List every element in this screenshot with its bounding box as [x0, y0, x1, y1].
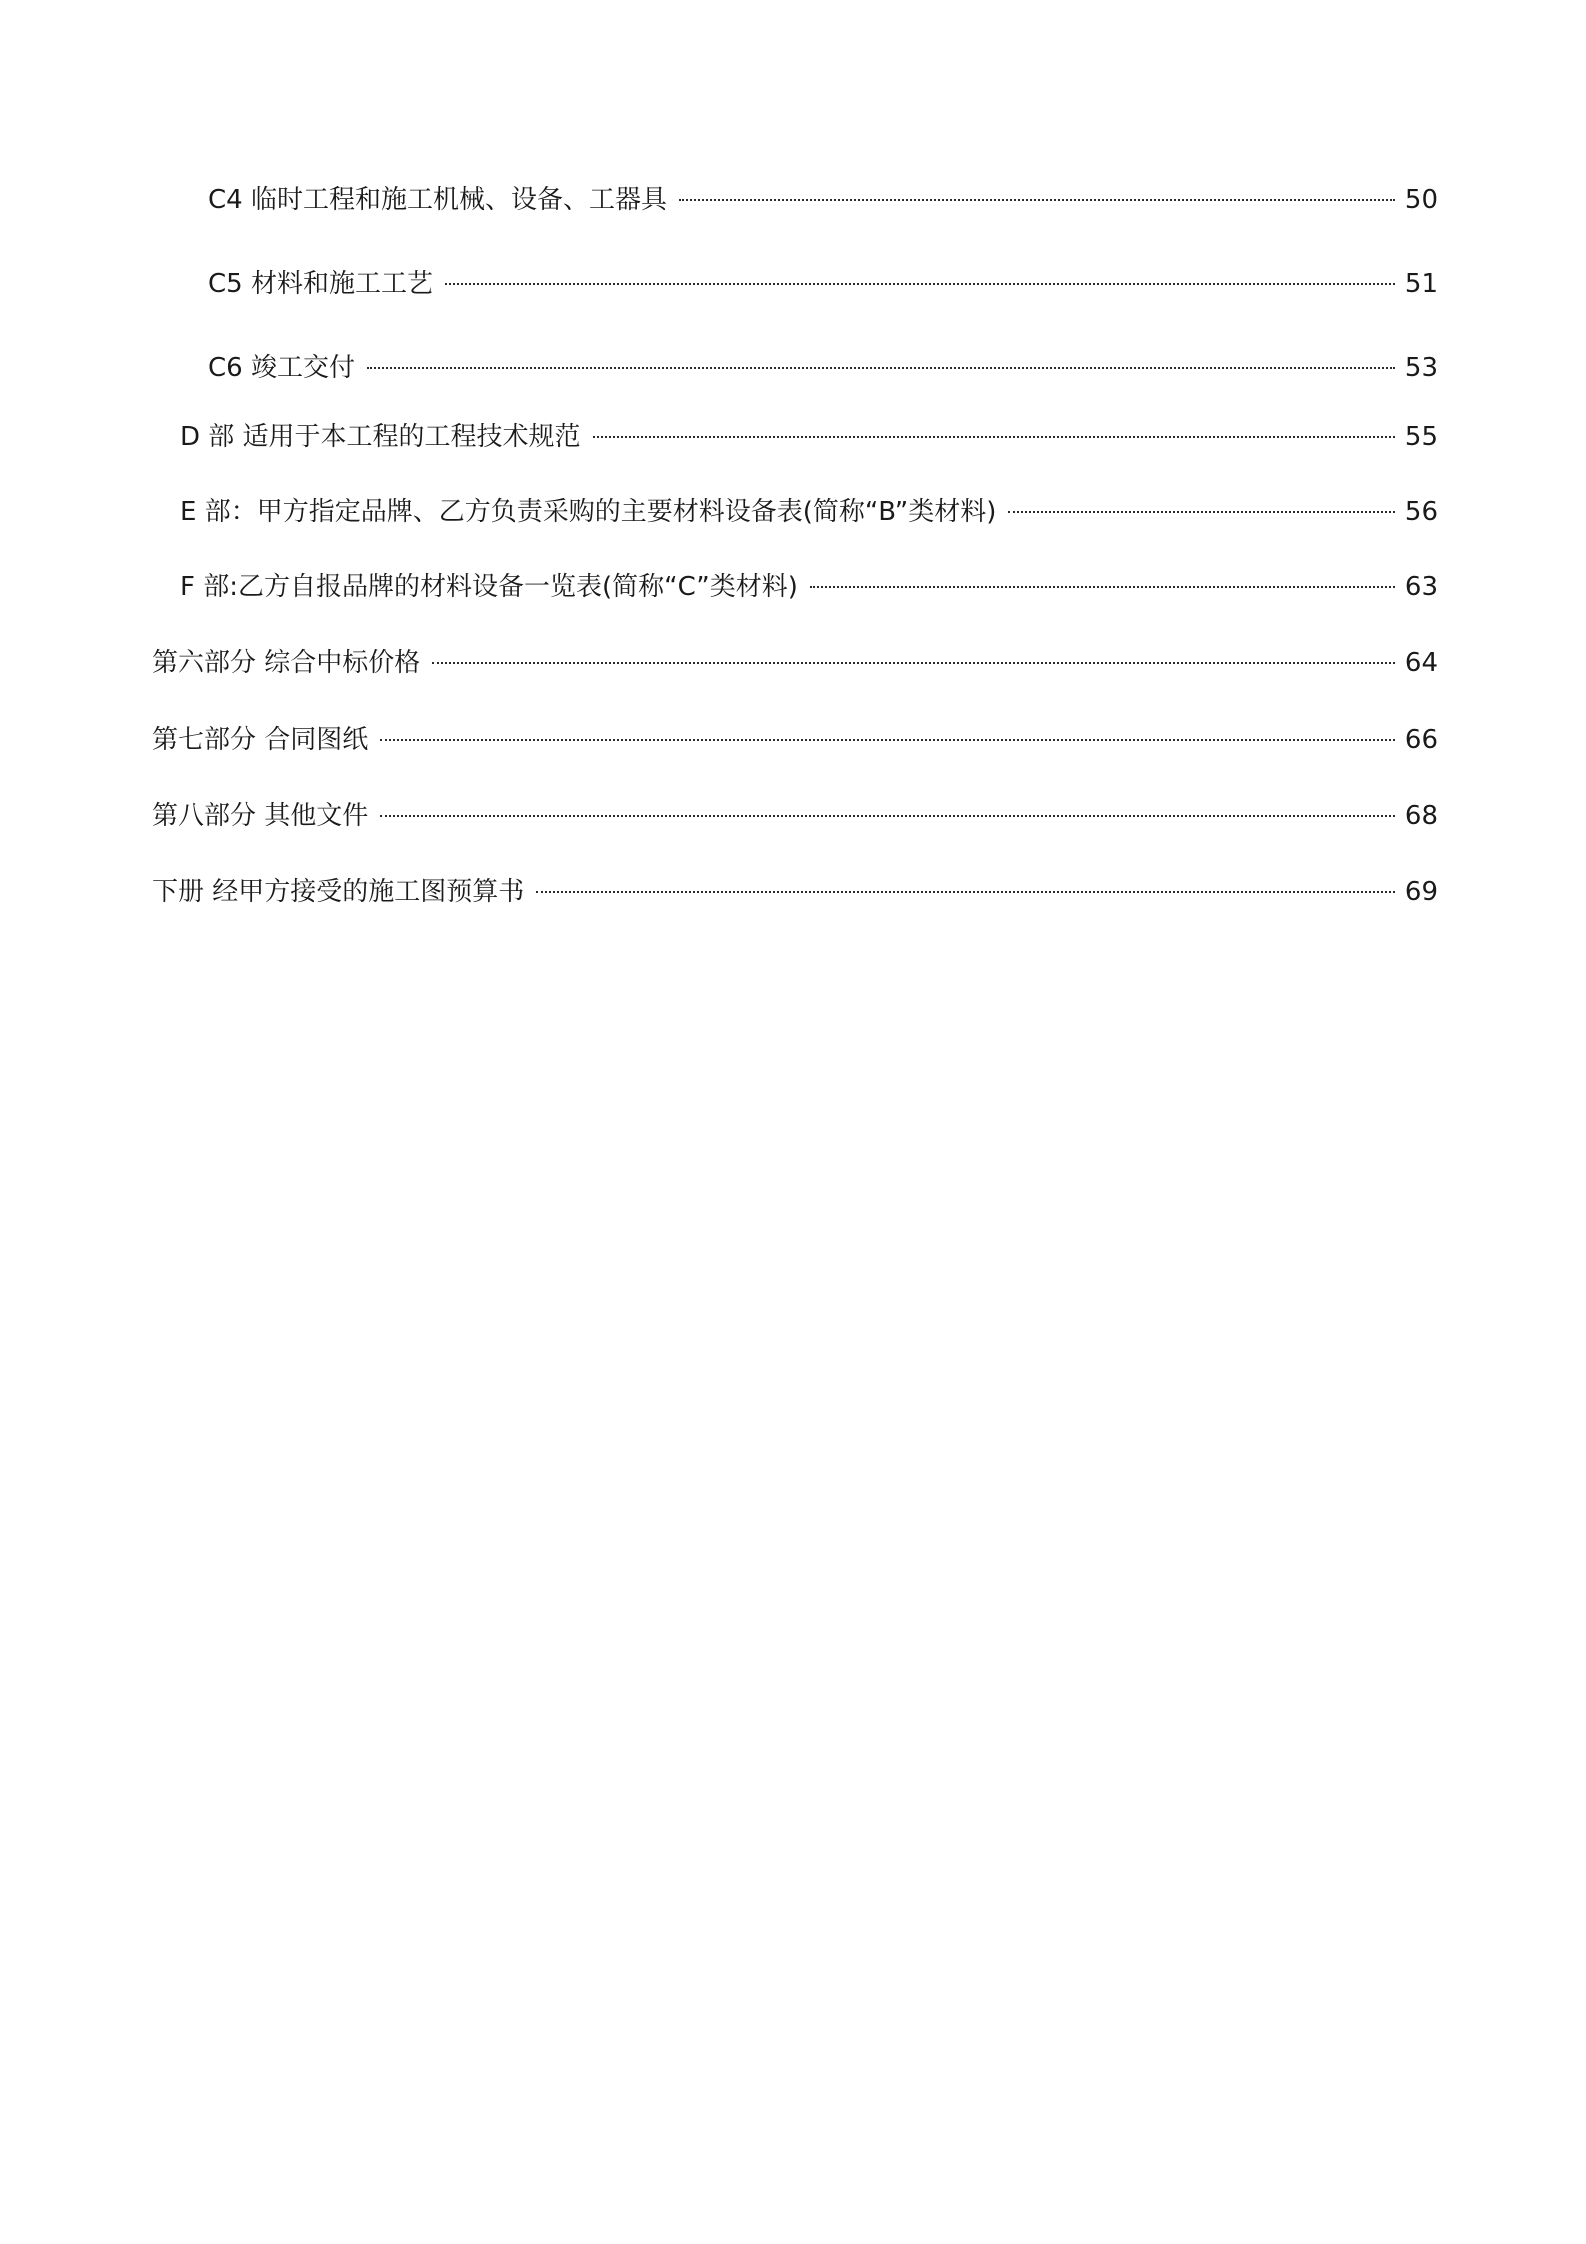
toc-entry-title: 第七部分 合同图纸 [152, 725, 369, 755]
toc-dot-leader [380, 792, 1395, 824]
toc-entry-title: C4 临时工程和施工机械、设备、工器具 [208, 185, 667, 215]
toc-entry[interactable] [152, 792, 1438, 832]
toc-entry-title: C5 材料和施工工艺 [208, 269, 433, 299]
toc-dot-leader [445, 260, 1395, 292]
toc-entry-page: 55 [1404, 422, 1438, 452]
toc-entry[interactable] [208, 176, 1438, 216]
toc-entry-title: 第六部分 综合中标价格 [152, 648, 421, 678]
toc-entry-title: 第八部分 其他文件 [152, 801, 369, 831]
toc-entry-page: 68 [1404, 801, 1438, 831]
toc-entry-page: 53 [1404, 353, 1438, 383]
toc-entry-title: F 部:乙方自报品牌的材料设备一览表(简称“C”类材料) [180, 572, 798, 602]
toc-dot-leader [432, 639, 1395, 671]
toc-dot-leader [810, 563, 1395, 595]
toc-entry-title: E 部：甲方指定品牌、乙方负责采购的主要材料设备表(简称“B”类材料) [180, 497, 997, 527]
toc-entry-title: C6 竣工交付 [208, 353, 355, 383]
toc-entry[interactable] [208, 260, 1438, 300]
toc-entry-page: 56 [1404, 497, 1438, 527]
toc-entry-page: 51 [1404, 269, 1438, 299]
toc-entry[interactable] [152, 868, 1438, 908]
toc-entry-page: 50 [1404, 185, 1438, 215]
toc-entry-title: 下册 经甲方接受的施工图预算书 [152, 877, 525, 907]
toc-entry-title: D 部 适用于本工程的工程技术规范 [180, 422, 581, 452]
toc-dot-leader [593, 413, 1395, 445]
toc-dot-leader [367, 344, 1395, 376]
toc-dot-leader [1008, 488, 1395, 520]
toc-dot-leader [679, 176, 1395, 208]
toc-entry-page: 64 [1404, 648, 1438, 678]
toc-entry[interactable] [152, 639, 1438, 679]
toc-dot-leader [380, 716, 1395, 748]
toc-entry-page: 63 [1404, 572, 1438, 602]
toc-entry-page: 66 [1404, 725, 1438, 755]
toc-entry[interactable] [208, 344, 1438, 384]
toc-entry[interactable] [152, 716, 1438, 756]
toc-entry[interactable] [180, 488, 1438, 528]
toc-entry-page: 69 [1404, 877, 1438, 907]
toc-entry[interactable] [180, 413, 1438, 453]
toc-dot-leader [536, 868, 1395, 900]
toc-entry[interactable] [180, 563, 1438, 603]
